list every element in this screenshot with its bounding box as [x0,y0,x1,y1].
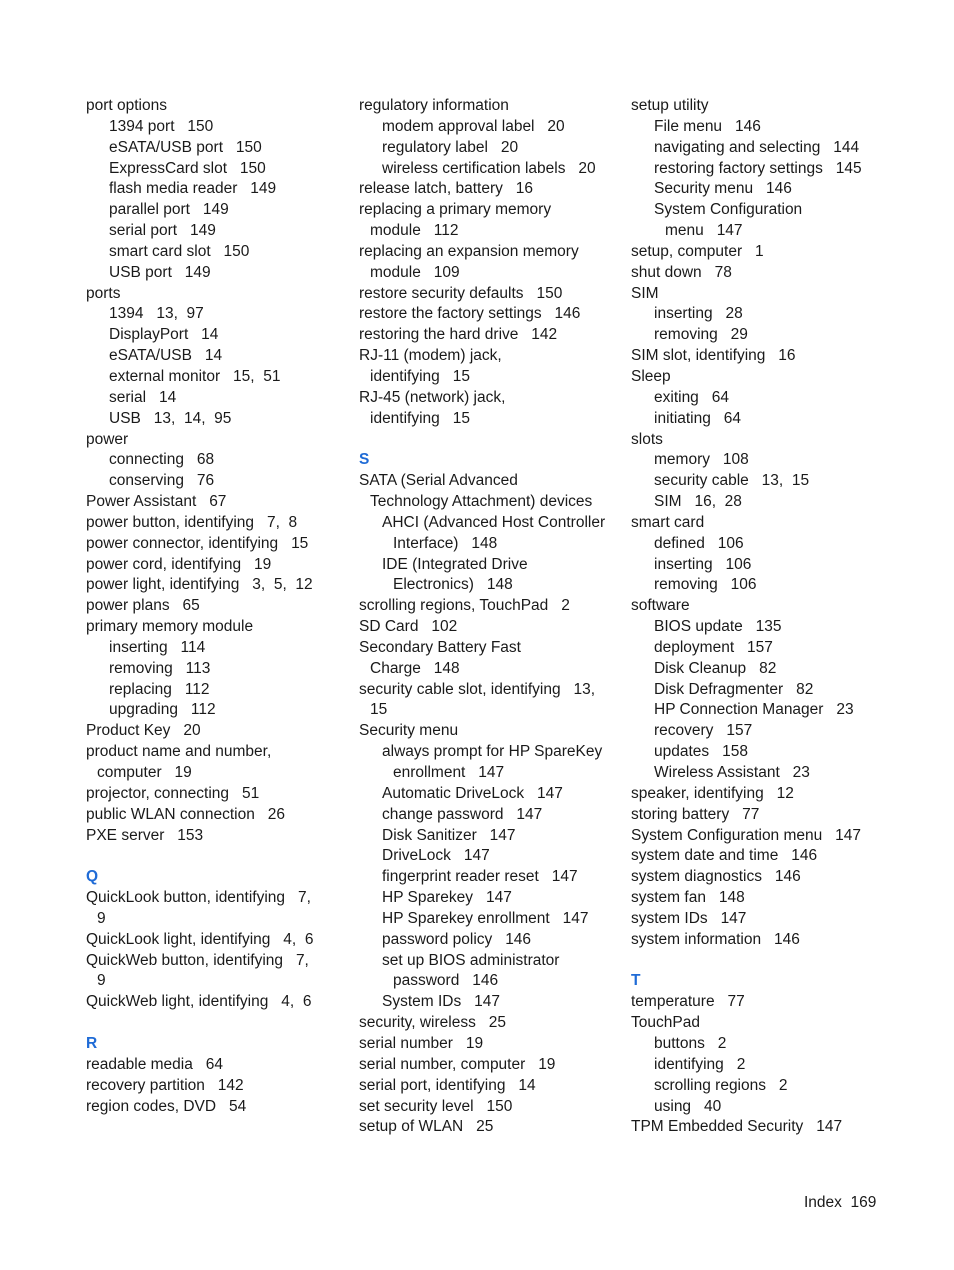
index-entry: Product Key 20 [86,722,201,740]
index-entry: SIM slot, identifying 16 [631,347,796,365]
footer-label: Index [804,1194,842,1211]
index-subentry: password policy 146 [382,930,532,948]
index-subentry: Disk Defragmenter 82 [654,680,814,698]
index-subentry: scrolling regions 2 [654,1076,788,1094]
index-subentry: using 40 [654,1097,722,1115]
index-subentry: 1394 13, 97 [109,305,204,323]
index-entry: RJ-45 (network) jack, [359,388,506,406]
index-subentry: File menu 146 [654,117,761,135]
index-subentry: recovery 157 [654,722,753,740]
index-subentry: IDE (Integrated Drive [382,555,528,573]
index-entry: smart card [631,513,705,531]
index-subentry: Wireless Assistant 23 [654,764,810,781]
index-entry: power [86,430,129,448]
index-entry: system date and time 146 [631,847,818,865]
index-subentry: System Configuration [654,201,803,219]
index-entry: readable media 64 [86,1055,224,1073]
index-entry: system IDs 147 [631,909,747,927]
index-entry: SD Card 102 [359,618,458,636]
index-entry: power cord, identifying 19 [86,555,272,573]
index-entry: Power Assistant 67 [86,493,227,511]
index-subentry: DisplayPort 14 [109,326,219,344]
index-entry: System Configuration menu 147 [631,826,862,844]
index-entry: serial port, identifying 14 [359,1076,536,1094]
index-entry-continuation: computer 19 [97,764,192,781]
index-entry: system information 146 [631,930,800,948]
index-entry: region codes, DVD 54 [86,1097,247,1115]
index-entry: power plans 65 [86,597,200,615]
index-entry: software [631,597,690,615]
index-entry: QuickWeb button, identifying 7, [86,951,309,969]
index-subentry: external monitor 15, 51 [109,367,281,385]
index-column-1 [86,96,336,1117]
index-entry: TouchPad [631,1014,700,1032]
index-entry: QuickLook button, identifying 7, [86,889,311,907]
index-entry: shut down 78 [631,263,732,281]
index-subentry: enrollment 147 [393,764,505,781]
index-subentry: USB port 149 [109,263,211,281]
index-subentry: System IDs 147 [382,993,501,1011]
section-spacer [359,430,614,451]
page-footer [804,1193,876,1213]
index-subentry: removing 106 [654,576,757,594]
index-subentry: updates 158 [654,743,748,761]
index-subentry: parallel port 149 [109,201,229,219]
index-entry: set security level 150 [359,1097,513,1115]
index-subentry: menu 147 [665,222,743,240]
index-entry: TPM Embedded Security 147 [631,1118,843,1136]
section-spacer [86,846,336,867]
index-subentry: Automatic DriveLock 147 [382,784,563,802]
index-entry: port options [86,97,167,114]
index-entry-continuation: 15 [370,701,388,719]
index-entry-continuation: identifying 15 [370,367,470,385]
index-subentry: always prompt for HP SpareKey [382,743,603,761]
index-entry: temperature 77 [631,993,745,1011]
index-entry-continuation: module 109 [370,263,460,281]
index-entry: setup, computer 1 [631,242,764,260]
index-subentry: memory 108 [654,451,749,469]
index-entry: Secondary Battery Fast [359,638,521,656]
index-entry: restoring the hard drive 142 [359,326,558,344]
index-entry-continuation: 9 [97,909,106,927]
index-entry: product name and number, [86,743,272,761]
index-subentry: conserving 76 [109,472,215,490]
section-spacer [631,951,886,972]
index-entry: restore the factory settings 146 [359,305,581,323]
index-entry: system diagnostics 146 [631,868,801,886]
index-entry-continuation: Technology Attachment) devices [370,493,593,511]
index-subentry: HP Sparekey 147 [382,889,512,907]
index-subentry: Interface) 148 [393,534,498,552]
index-entry: power light, identifying 3, 5, 12 [86,576,313,594]
index-subentry: BIOS update 135 [654,618,782,636]
section-letter-heading: R [86,1034,98,1052]
index-subentry: Security menu 146 [654,180,792,198]
index-subentry: eSATA/USB 14 [109,347,223,365]
index-entry: setup of WLAN 25 [359,1118,494,1136]
index-entry-continuation: 9 [97,972,106,990]
index-subentry: modem approval label 20 [382,117,565,135]
index-entry: release latch, battery 16 [359,180,534,198]
index-subentry: inserting 114 [109,638,206,656]
index-subentry: AHCI (Advanced Host Controller [382,513,606,531]
index-entry: primary memory module [86,618,254,636]
index-subentry: exiting 64 [654,388,729,406]
index-entry: PXE server 153 [86,826,204,844]
index-entry: serial number, computer 19 [359,1055,556,1073]
index-subentry: restoring factory settings 145 [654,159,862,177]
section-letter-heading: S [359,451,370,469]
index-entry: ports [86,284,121,302]
index-subentry: serial port 149 [109,222,216,240]
index-subentry: identifying 2 [654,1055,746,1073]
index-subentry: deployment 157 [654,638,773,656]
index-subentry: eSATA/USB port 150 [109,138,262,156]
index-entry: replacing a primary memory [359,201,552,219]
index-subentry: change password 147 [382,805,543,823]
section-letter-heading: Q [86,868,99,886]
index-subentry: password 146 [393,972,499,990]
index-entry-continuation: Charge 148 [370,659,460,677]
index-entry: power button, identifying 7, 8 [86,513,298,531]
index-subentry: removing 29 [654,326,748,344]
index-entry: storing battery 77 [631,805,760,823]
index-subentry: ExpressCard slot 150 [109,159,266,177]
index-subentry: buttons 2 [654,1034,727,1052]
index-entry: Sleep [631,367,671,385]
index-subentry: removing 113 [109,659,211,677]
index-subentry: serial 14 [109,388,177,406]
index-subentry: replacing 112 [109,680,210,698]
index-column-2 [359,96,614,1138]
index-entry: security, wireless 25 [359,1014,507,1032]
index-entry: speaker, identifying 12 [631,784,794,802]
index-subentry: initiating 64 [654,409,742,427]
index-entry: scrolling regions, TouchPad 2 [359,597,570,615]
index-subentry: upgrading 112 [109,701,216,719]
index-entry: system fan 148 [631,889,745,907]
index-entry: recovery partition 142 [86,1076,244,1094]
index-entry: QuickLook light, identifying 4, 6 [86,930,314,948]
index-entry: restore security defaults 150 [359,284,563,302]
index-entry: regulatory information [359,97,509,114]
index-subentry: SIM 16, 28 [654,493,742,511]
index-entry: projector, connecting 51 [86,784,260,802]
index-subentry: Electronics) 148 [393,576,513,594]
index-entry: serial number 19 [359,1034,484,1052]
index-subentry: inserting 106 [654,555,752,573]
index-subentry: USB 13, 14, 95 [109,409,232,427]
index-entry: RJ-11 (modem) jack, [359,347,502,365]
index-subentry: DriveLock 147 [382,847,490,865]
section-spacer [86,1013,336,1034]
index-subentry: security cable 13, 15 [654,472,810,490]
index-subentry: regulatory label 20 [382,138,519,156]
index-entry: security cable slot, identifying 13, [359,680,596,698]
index-subentry: HP Connection Manager 23 [654,701,854,719]
index-entry: setup utility [631,97,709,114]
index-entry: Security menu [359,722,459,740]
index-subentry: wireless certification labels 20 [382,159,596,177]
index-column-3 [631,96,886,1138]
page-number: 169 [850,1194,877,1211]
index-subentry: defined 106 [654,534,744,552]
index-subentry: flash media reader 149 [109,180,277,198]
index-subentry: Disk Sanitizer 147 [382,826,516,844]
index-entry: slots [631,430,663,448]
index-entry: power connector, identifying 15 [86,534,309,552]
index-subentry: HP Sparekey enrollment 147 [382,909,589,927]
index-subentry: 1394 port 150 [109,117,214,135]
index-subentry: navigating and selecting 144 [654,138,860,156]
index-entry: QuickWeb light, identifying 4, 6 [86,993,312,1011]
index-entry-continuation: identifying 15 [370,409,470,427]
index-subentry: set up BIOS administrator [382,951,560,969]
section-letter-heading: T [631,972,641,990]
index-subentry: inserting 28 [654,305,743,323]
index-entry: SIM [631,284,659,302]
index-subentry: smart card slot 150 [109,242,250,260]
index-entry: SATA (Serial Advanced [359,472,518,490]
index-entry: public WLAN connection 26 [86,805,286,823]
index-subentry: connecting 68 [109,451,215,469]
index-entry: replacing an expansion memory [359,242,579,260]
index-subentry: fingerprint reader reset 147 [382,868,578,886]
index-entry-continuation: module 112 [370,222,459,240]
index-subentry: Disk Cleanup 82 [654,659,777,677]
